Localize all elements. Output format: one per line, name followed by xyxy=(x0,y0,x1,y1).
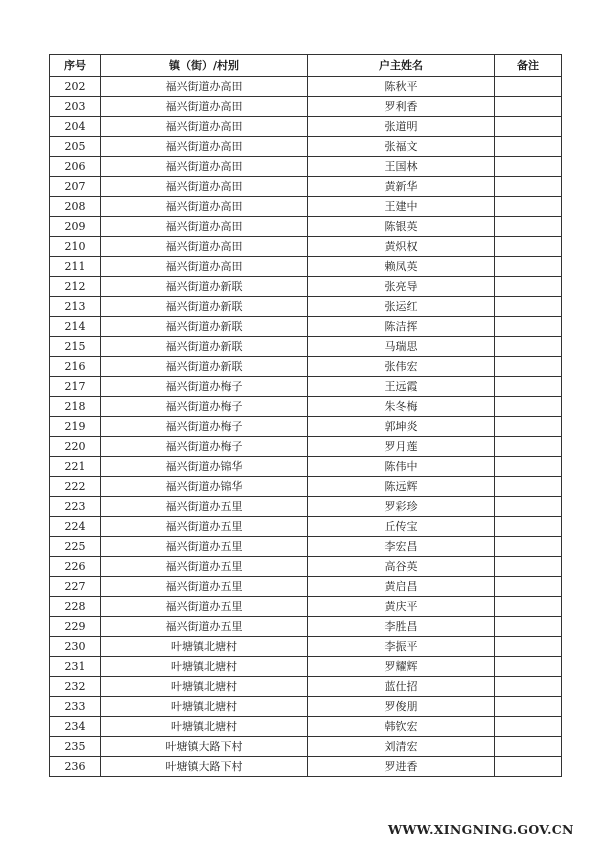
table-row xyxy=(50,177,562,197)
cell-serial-number: 214 xyxy=(50,317,101,337)
cell-remarks xyxy=(495,497,562,517)
cell-remarks xyxy=(495,277,562,297)
cell-remarks xyxy=(495,77,562,97)
cell-remarks xyxy=(495,437,562,457)
cell-householder-name: 郭坤炎 xyxy=(308,417,495,437)
table-row xyxy=(50,97,562,117)
table-row xyxy=(50,157,562,177)
cell-remarks xyxy=(495,417,562,437)
cell-remarks xyxy=(495,237,562,257)
table-row xyxy=(50,517,562,537)
cell-serial-number: 234 xyxy=(50,717,101,737)
cell-serial-number: 205 xyxy=(50,137,101,157)
cell-householder-name: 张亮导 xyxy=(308,277,495,297)
cell-householder-name: 黄庆平 xyxy=(308,597,495,617)
cell-town-village: 福兴街道办五里 xyxy=(101,517,308,537)
cell-serial-number: 231 xyxy=(50,657,101,677)
cell-householder-name: 张伟宏 xyxy=(308,357,495,377)
footer-website-url: WWW.XINGNING.GOV.CN xyxy=(388,822,574,837)
cell-town-village: 福兴街道办高田 xyxy=(101,137,308,157)
cell-town-village: 福兴街道办新联 xyxy=(101,317,308,337)
cell-householder-name: 赖凤英 xyxy=(308,257,495,277)
cell-serial-number: 225 xyxy=(50,537,101,557)
table-row xyxy=(50,697,562,717)
cell-householder-name: 刘清宏 xyxy=(308,737,495,757)
cell-town-village: 福兴街道办五里 xyxy=(101,597,308,617)
table-row xyxy=(50,597,562,617)
cell-town-village: 福兴街道办高田 xyxy=(101,217,308,237)
cell-serial-number: 212 xyxy=(50,277,101,297)
cell-remarks xyxy=(495,337,562,357)
cell-remarks xyxy=(495,617,562,637)
cell-town-village: 福兴街道办新联 xyxy=(101,357,308,377)
cell-town-village: 福兴街道办锦华 xyxy=(101,457,308,477)
cell-town-village: 叶塘镇北塘村 xyxy=(101,717,308,737)
cell-remarks xyxy=(495,97,562,117)
cell-householder-name: 张道明 xyxy=(308,117,495,137)
cell-serial-number: 223 xyxy=(50,497,101,517)
cell-householder-name: 王国林 xyxy=(308,157,495,177)
cell-householder-name: 罗耀辉 xyxy=(308,657,495,677)
cell-remarks xyxy=(495,537,562,557)
cell-serial-number: 230 xyxy=(50,637,101,657)
table-row xyxy=(50,737,562,757)
cell-remarks xyxy=(495,317,562,337)
cell-serial-number: 208 xyxy=(50,197,101,217)
cell-remarks xyxy=(495,197,562,217)
table-row xyxy=(50,277,562,297)
cell-serial-number: 218 xyxy=(50,397,101,417)
cell-remarks xyxy=(495,717,562,737)
cell-serial-number: 224 xyxy=(50,517,101,537)
cell-town-village: 福兴街道办新联 xyxy=(101,297,308,317)
cell-householder-name: 李振平 xyxy=(308,637,495,657)
header-serial-number: 序号 xyxy=(50,55,101,77)
cell-serial-number: 202 xyxy=(50,77,101,97)
cell-town-village: 福兴街道办高田 xyxy=(101,117,308,137)
cell-serial-number: 228 xyxy=(50,597,101,617)
cell-town-village: 福兴街道办五里 xyxy=(101,557,308,577)
table-row xyxy=(50,217,562,237)
cell-town-village: 福兴街道办新联 xyxy=(101,337,308,357)
cell-householder-name: 李胜昌 xyxy=(308,617,495,637)
cell-householder-name: 陈秋平 xyxy=(308,77,495,97)
cell-serial-number: 217 xyxy=(50,377,101,397)
cell-town-village: 福兴街道办高田 xyxy=(101,77,308,97)
cell-remarks xyxy=(495,177,562,197)
table-row xyxy=(50,317,562,337)
cell-remarks xyxy=(495,117,562,137)
cell-serial-number: 222 xyxy=(50,477,101,497)
cell-serial-number: 210 xyxy=(50,237,101,257)
table-row xyxy=(50,497,562,517)
table-row xyxy=(50,237,562,257)
cell-householder-name: 黄启昌 xyxy=(308,577,495,597)
cell-town-village: 福兴街道办高田 xyxy=(101,237,308,257)
cell-householder-name: 朱冬梅 xyxy=(308,397,495,417)
cell-serial-number: 204 xyxy=(50,117,101,137)
cell-town-village: 福兴街道办高田 xyxy=(101,97,308,117)
cell-town-village: 福兴街道办五里 xyxy=(101,577,308,597)
cell-householder-name: 张运红 xyxy=(308,297,495,317)
cell-remarks xyxy=(495,757,562,777)
cell-serial-number: 220 xyxy=(50,437,101,457)
cell-householder-name: 韩钦宏 xyxy=(308,717,495,737)
table-row xyxy=(50,377,562,397)
cell-remarks xyxy=(495,557,562,577)
cell-serial-number: 209 xyxy=(50,217,101,237)
cell-householder-name: 马瑞思 xyxy=(308,337,495,357)
cell-remarks xyxy=(495,677,562,697)
table-row xyxy=(50,577,562,597)
table-row xyxy=(50,77,562,97)
household-table xyxy=(49,54,562,777)
cell-serial-number: 207 xyxy=(50,177,101,197)
cell-householder-name: 罗月莲 xyxy=(308,437,495,457)
cell-serial-number: 233 xyxy=(50,697,101,717)
cell-town-village: 福兴街道办高田 xyxy=(101,197,308,217)
cell-remarks xyxy=(495,517,562,537)
table-row xyxy=(50,717,562,737)
cell-town-village: 叶塘镇大路下村 xyxy=(101,737,308,757)
cell-householder-name: 高谷英 xyxy=(308,557,495,577)
cell-householder-name: 陈洁挥 xyxy=(308,317,495,337)
table-row xyxy=(50,757,562,777)
table-row xyxy=(50,457,562,477)
cell-town-village: 福兴街道办高田 xyxy=(101,257,308,277)
cell-householder-name: 陈远辉 xyxy=(308,477,495,497)
cell-serial-number: 229 xyxy=(50,617,101,637)
cell-householder-name: 罗进香 xyxy=(308,757,495,777)
cell-serial-number: 227 xyxy=(50,577,101,597)
cell-serial-number: 221 xyxy=(50,457,101,477)
cell-town-village: 福兴街道办五里 xyxy=(101,537,308,557)
cell-householder-name: 张福文 xyxy=(308,137,495,157)
cell-remarks xyxy=(495,357,562,377)
table-row xyxy=(50,137,562,157)
cell-remarks xyxy=(495,657,562,677)
table-row xyxy=(50,657,562,677)
cell-householder-name: 丘传宝 xyxy=(308,517,495,537)
table-row xyxy=(50,477,562,497)
table-row xyxy=(50,617,562,637)
cell-serial-number: 211 xyxy=(50,257,101,277)
cell-remarks xyxy=(495,577,562,597)
cell-householder-name: 罗彩珍 xyxy=(308,497,495,517)
cell-serial-number: 235 xyxy=(50,737,101,757)
cell-serial-number: 236 xyxy=(50,757,101,777)
cell-remarks xyxy=(495,397,562,417)
cell-householder-name: 蓝仕招 xyxy=(308,677,495,697)
cell-town-village: 叶塘镇北塘村 xyxy=(101,637,308,657)
cell-householder-name: 黄炽权 xyxy=(308,237,495,257)
cell-householder-name: 陈伟中 xyxy=(308,457,495,477)
table-row xyxy=(50,357,562,377)
cell-householder-name: 王远霞 xyxy=(308,377,495,397)
cell-remarks xyxy=(495,377,562,397)
table-row xyxy=(50,417,562,437)
table-header xyxy=(50,55,562,77)
cell-town-village: 福兴街道办梅子 xyxy=(101,397,308,417)
cell-town-village: 福兴街道办锦华 xyxy=(101,477,308,497)
cell-remarks xyxy=(495,137,562,157)
table-row xyxy=(50,437,562,457)
table-row xyxy=(50,337,562,357)
table-body xyxy=(50,77,562,777)
cell-serial-number: 232 xyxy=(50,677,101,697)
cell-remarks xyxy=(495,737,562,757)
cell-remarks xyxy=(495,297,562,317)
cell-serial-number: 206 xyxy=(50,157,101,177)
header-remarks: 备注 xyxy=(495,55,562,77)
cell-town-village: 福兴街道办梅子 xyxy=(101,437,308,457)
table-row xyxy=(50,117,562,137)
cell-serial-number: 213 xyxy=(50,297,101,317)
cell-town-village: 福兴街道办高田 xyxy=(101,157,308,177)
cell-remarks xyxy=(495,637,562,657)
cell-town-village: 福兴街道办梅子 xyxy=(101,417,308,437)
cell-householder-name: 李宏昌 xyxy=(308,537,495,557)
cell-town-village: 福兴街道办五里 xyxy=(101,497,308,517)
table-row xyxy=(50,557,562,577)
cell-remarks xyxy=(495,217,562,237)
cell-householder-name: 罗俊朋 xyxy=(308,697,495,717)
cell-serial-number: 226 xyxy=(50,557,101,577)
cell-remarks xyxy=(495,477,562,497)
cell-householder-name: 陈银英 xyxy=(308,217,495,237)
cell-householder-name: 王建中 xyxy=(308,197,495,217)
cell-remarks xyxy=(495,457,562,477)
cell-serial-number: 215 xyxy=(50,337,101,357)
cell-town-village: 叶塘镇北塘村 xyxy=(101,697,308,717)
header-householder-name: 户主姓名 xyxy=(308,55,495,77)
header-town-village: 镇（街）/村别 xyxy=(101,55,308,77)
cell-town-village: 福兴街道办新联 xyxy=(101,277,308,297)
cell-town-village: 叶塘镇大路下村 xyxy=(101,757,308,777)
cell-serial-number: 216 xyxy=(50,357,101,377)
table-row xyxy=(50,297,562,317)
table-row xyxy=(50,397,562,417)
cell-town-village: 福兴街道办梅子 xyxy=(101,377,308,397)
cell-householder-name: 黄新华 xyxy=(308,177,495,197)
cell-remarks xyxy=(495,157,562,177)
cell-town-village: 福兴街道办高田 xyxy=(101,177,308,197)
cell-town-village: 叶塘镇北塘村 xyxy=(101,677,308,697)
cell-remarks xyxy=(495,257,562,277)
table-row xyxy=(50,197,562,217)
table-row xyxy=(50,537,562,557)
cell-householder-name: 罗利香 xyxy=(308,97,495,117)
cell-serial-number: 219 xyxy=(50,417,101,437)
cell-serial-number: 203 xyxy=(50,97,101,117)
cell-remarks xyxy=(495,697,562,717)
table-row xyxy=(50,677,562,697)
cell-remarks xyxy=(495,597,562,617)
table-row xyxy=(50,257,562,277)
cell-town-village: 福兴街道办五里 xyxy=(101,617,308,637)
table-row xyxy=(50,637,562,657)
header-row xyxy=(50,55,562,77)
cell-town-village: 叶塘镇北塘村 xyxy=(101,657,308,677)
